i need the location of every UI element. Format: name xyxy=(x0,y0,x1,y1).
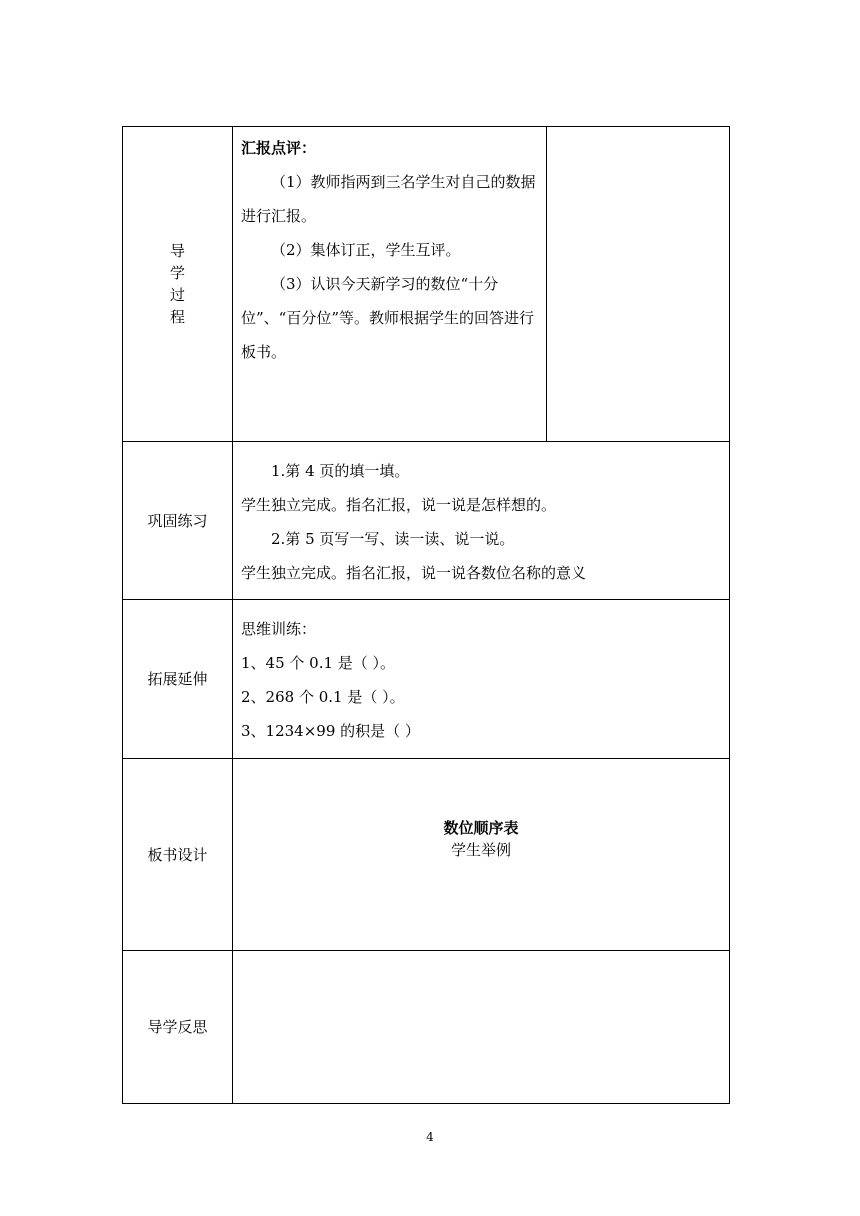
process-paragraph-3: （3）认识今天新学习的数位“十分位”、“百分位”等。教师根据学生的回答进行板书。 xyxy=(241,275,535,361)
process-heading: 汇报点评： xyxy=(241,139,317,157)
practice-line-4: 学生独立完成。指名汇报，说一说各数位名称的意义 xyxy=(241,564,587,582)
board-title: 数位顺序表 xyxy=(443,819,519,837)
process-content-cell xyxy=(233,127,547,442)
label-cell-board xyxy=(123,759,233,951)
label-cell-practice xyxy=(123,442,233,600)
page-number: 4 xyxy=(426,1130,434,1144)
practice-content-cell xyxy=(233,442,730,600)
practice-line-2: 学生独立完成。指名汇报，说一说是怎样想的。 xyxy=(241,496,557,514)
row-label-extension: 拓展延伸 xyxy=(147,670,208,688)
row-guided-process xyxy=(123,127,730,442)
practice-line-1: 1.第 4 页的填一填。 xyxy=(271,462,410,480)
row-label-practice: 巩固练习 xyxy=(147,511,208,530)
process-paragraph-1: （1）教师指两到三名学生对自己的数据进行汇报。 xyxy=(241,173,536,225)
label-cell-extension xyxy=(123,600,233,759)
row-label-process: 导 学 过 程 xyxy=(169,242,185,326)
extension-line-2: 1、45 个 0.1 是（ ）。 xyxy=(241,654,396,672)
lesson-plan-table xyxy=(122,126,730,1104)
process-paragraph-2: （2）集体订正，学生互评。 xyxy=(271,241,461,259)
row-practice xyxy=(123,442,730,600)
extension-line-1: 思维训练： xyxy=(241,620,317,638)
label-cell-process xyxy=(123,127,233,442)
reflection-content-cell xyxy=(233,951,730,1104)
row-label-reflection: 导学反思 xyxy=(147,1018,208,1036)
row-reflection xyxy=(123,951,730,1104)
process-notes-cell xyxy=(547,127,730,442)
board-content-cell xyxy=(233,759,730,951)
extension-line-4: 3、1234×99 的积是（ ） xyxy=(241,722,420,740)
row-label-board: 板书设计 xyxy=(147,845,208,864)
label-cell-reflection xyxy=(123,951,233,1104)
extension-content-cell xyxy=(233,600,730,759)
row-extension xyxy=(123,600,730,759)
board-subtitle: 学生举例 xyxy=(450,841,511,859)
row-board-design xyxy=(123,759,730,951)
extension-line-3: 2、268 个 0.1 是（ ）。 xyxy=(241,688,405,706)
practice-line-3: 2.第 5 页写一写、读一读、说一说。 xyxy=(271,530,515,548)
